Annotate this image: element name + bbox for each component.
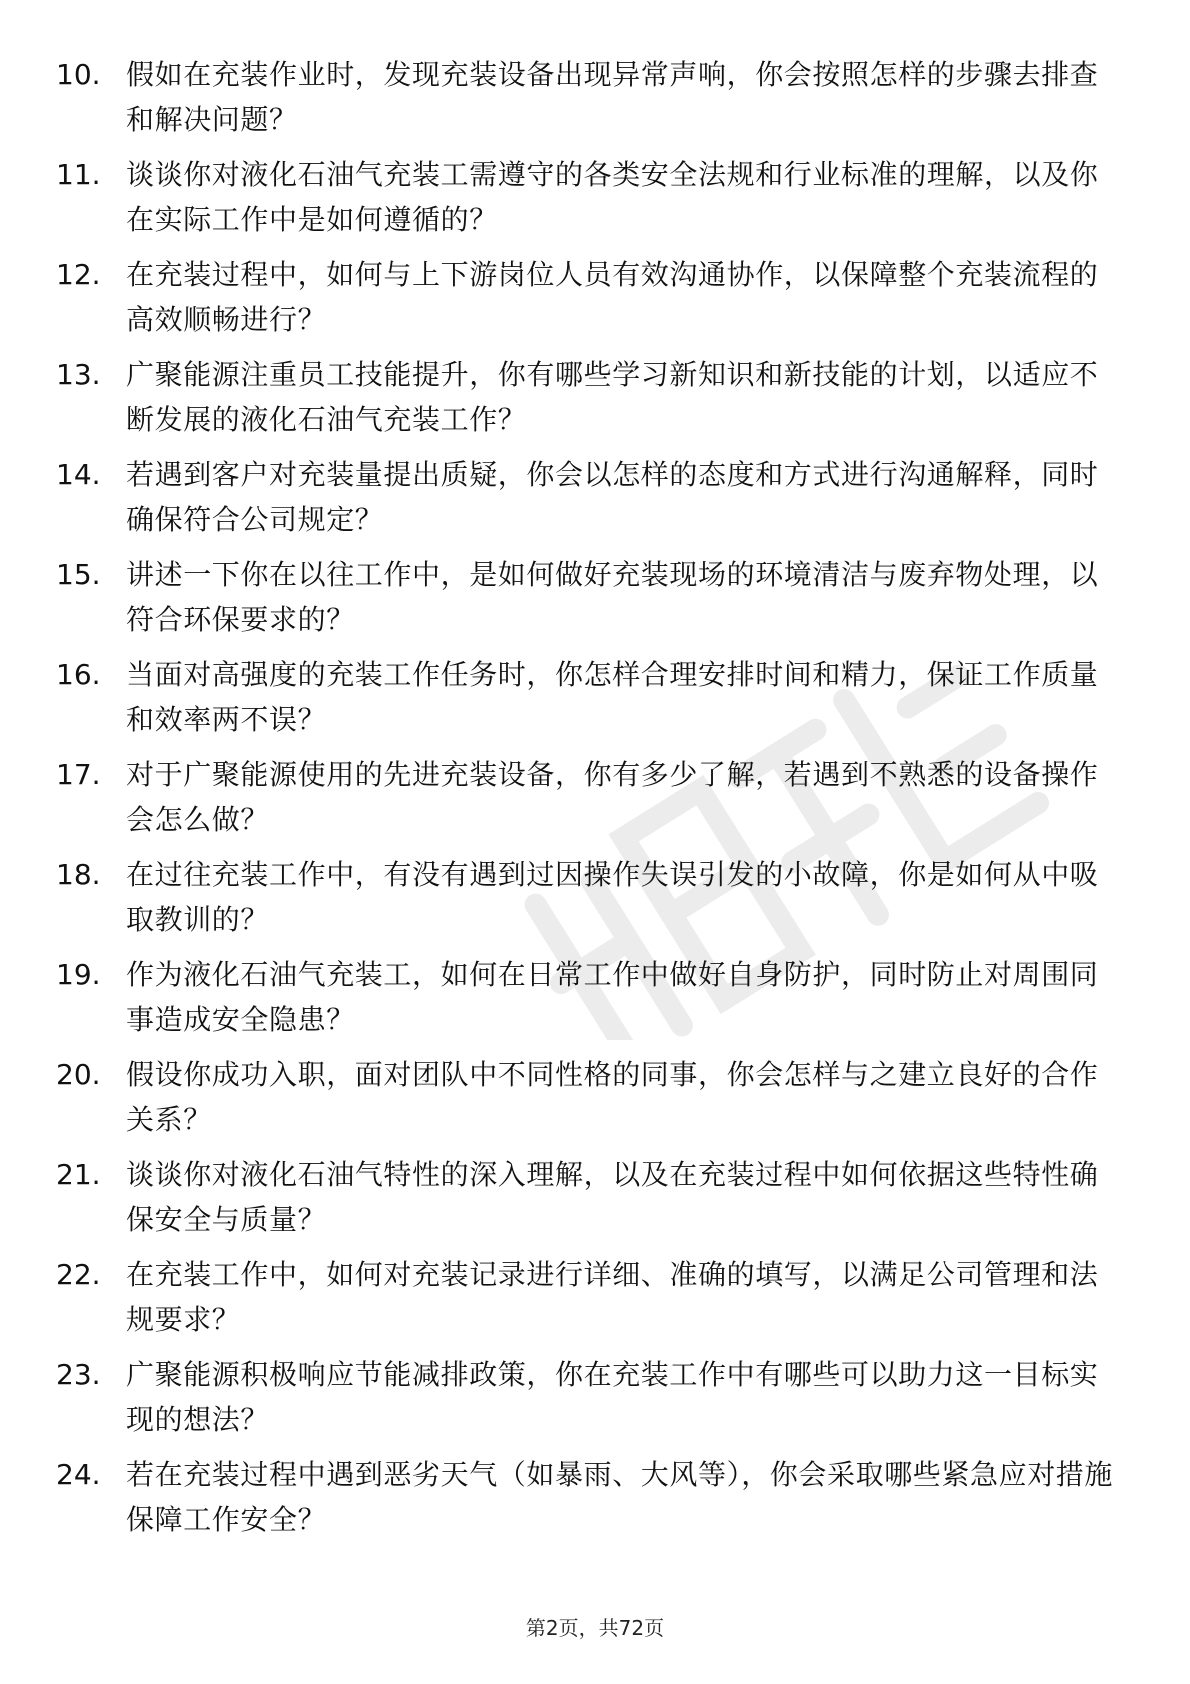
question-number: 23. xyxy=(56,1358,101,1391)
question-number: 22. xyxy=(56,1258,101,1291)
question-text: 广聚能源注重员工技能提升，你有哪些学习新知识和新技能的计划，以适应不断发展的液化石油气充装工作？ xyxy=(126,358,1099,436)
question-item xyxy=(56,1452,1126,1552)
question-number: 13. xyxy=(56,358,101,391)
question-item xyxy=(56,652,1126,752)
question-number: 14. xyxy=(56,458,101,491)
question-item xyxy=(56,1152,1126,1252)
question-number: 19. xyxy=(56,958,101,991)
question-item xyxy=(56,752,1126,852)
question-item xyxy=(56,952,1126,1052)
question-text: 假如在充装作业时，发现充装设备出现异常声响，你会按照怎样的步骤去排查和解决问题？ xyxy=(126,58,1099,136)
page-footer xyxy=(0,1612,1190,1641)
question-text: 对于广聚能源使用的先进充装设备，你有多少了解，若遇到不熟悉的设备操作会怎么做？ xyxy=(126,758,1099,836)
question-text: 谈谈你对液化石油气特性的深入理解，以及在充装过程中如何依据这些特性确保安全与质量？ xyxy=(126,1158,1099,1236)
question-number: 16. xyxy=(56,658,101,691)
question-text: 在过往充装工作中，有没有遇到过因操作失误引发的小故障，你是如何从中吸取教训的？ xyxy=(126,858,1099,936)
question-text: 作为液化石油气充装工，如何在日常工作中做好自身防护，同时防止对周围同事造成安全隐患？ xyxy=(126,958,1099,1036)
question-text: 在充装工作中，如何对充装记录进行详细、准确的填写，以满足公司管理和法规要求？ xyxy=(126,1258,1099,1336)
question-number: 18. xyxy=(56,858,101,891)
question-item xyxy=(56,352,1126,452)
question-item xyxy=(56,1052,1126,1152)
question-item xyxy=(56,852,1126,952)
question-text: 广聚能源积极响应节能减排政策，你在充装工作中有哪些可以助力这一目标实现的想法？ xyxy=(126,1358,1099,1436)
question-item xyxy=(56,52,1126,152)
question-number: 20. xyxy=(56,1058,101,1091)
question-text: 假设你成功入职，面对团队中不同性格的同事，你会怎样与之建立良好的合作关系？ xyxy=(126,1058,1099,1136)
question-item xyxy=(56,1252,1126,1352)
page-number-label: 第2页，共72页 xyxy=(525,1616,665,1640)
question-number: 17. xyxy=(56,758,101,791)
question-text: 当面对高强度的充装工作任务时，你怎样合理安排时间和精力，保证工作质量和效率两不误？ xyxy=(126,658,1099,736)
question-number: 11. xyxy=(56,158,101,191)
question-text: 若遇到客户对充装量提出质疑，你会以怎样的态度和方式进行沟通解释，同时确保符合公司规定？ xyxy=(126,458,1099,536)
question-item xyxy=(56,152,1126,252)
question-item xyxy=(56,252,1126,352)
question-number: 10. xyxy=(56,58,101,91)
question-text: 谈谈你对液化石油气充装工需遵守的各类安全法规和行业标准的理解，以及你在实际工作中是如何遵循的？ xyxy=(126,158,1099,236)
question-item xyxy=(56,552,1126,652)
question-text: 讲述一下你在以往工作中，是如何做好充装现场的环境清洁与废弃物处理，以符合环保要求的？ xyxy=(126,558,1099,636)
question-number: 24. xyxy=(56,1458,101,1491)
question-number: 15. xyxy=(56,558,101,591)
question-item xyxy=(56,452,1126,552)
question-number: 21. xyxy=(56,1158,101,1191)
question-list xyxy=(56,52,1126,1552)
question-number: 12. xyxy=(56,258,101,291)
question-text: 若在充装过程中遇到恶劣天气（如暴雨、大风等），你会采取哪些紧急应对措施保障工作安全？ xyxy=(126,1458,1114,1536)
question-text: 在充装过程中，如何与上下游岗位人员有效沟通协作，以保障整个充装流程的高效顺畅进行？ xyxy=(126,258,1099,336)
question-item xyxy=(56,1352,1126,1452)
